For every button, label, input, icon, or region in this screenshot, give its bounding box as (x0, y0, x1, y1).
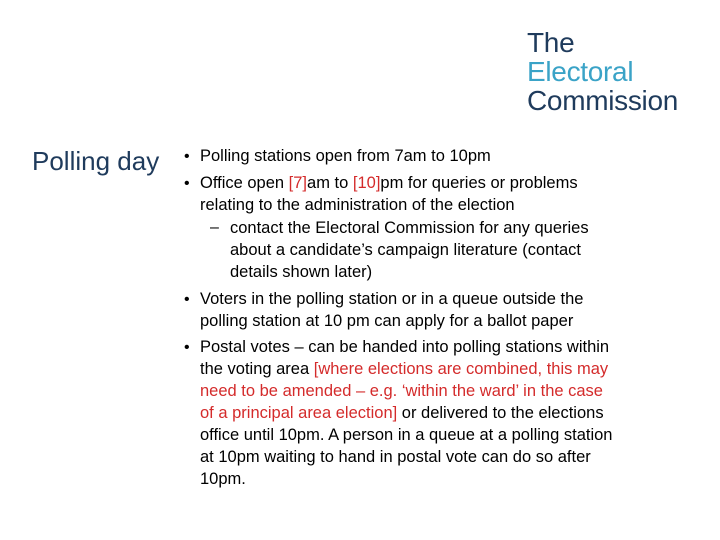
bullet-4-line-6: at 10pm waiting to hand in postal vote can do so after (200, 448, 591, 466)
bullet-4-line-2 (200, 359, 608, 379)
bullet-2-line-1 (200, 173, 578, 193)
bullet-4-line-5: office until 10pm. A person in a queue at a polling station (200, 426, 613, 444)
red-placeholder-text: [7] (288, 174, 308, 192)
bullet-marker: • (184, 339, 190, 356)
text-segment: am to (307, 174, 353, 192)
sub-bullet-line-1: contact the Electoral Commission for any queries (230, 219, 589, 237)
text-segment: Office open (200, 174, 289, 192)
bullet-1-line-1: Polling stations open from 7am to 10pm (200, 147, 491, 165)
dash-marker: – (210, 219, 219, 236)
bullet-4-line-3: need to be amended – e.g. ‘within the ward’ in the case (200, 382, 603, 400)
red-note-text: [where elections are combined, this may (313, 360, 609, 378)
sub-bullet-line-3: details shown later) (230, 263, 373, 281)
logo-line-commission: Commission (527, 85, 679, 116)
red-note-text: of a principal area election] (200, 404, 398, 422)
bullet-3-line-2: polling station at 10 pm can apply for a ballot paper (200, 312, 574, 330)
text-segment: or delivered to the elections (397, 404, 604, 422)
bullet-marker: • (184, 148, 190, 165)
bullet-2-line-2: relating to the administration of the election (200, 196, 515, 214)
bullet-marker: • (184, 291, 190, 308)
logo-line-electoral: Electoral (527, 56, 634, 87)
bullet-4-line-7: 10pm. (200, 470, 246, 488)
logo-line-the: The (527, 27, 575, 58)
bullet-marker: • (184, 175, 190, 192)
slide-heading: Polling day (32, 146, 160, 176)
red-placeholder-text: [10] (352, 174, 381, 192)
text-segment: for queries or problems (403, 174, 578, 192)
text-segment: the voting area (200, 360, 314, 378)
sub-bullet-line-2: about a candidate’s campaign literature (contact (230, 241, 581, 259)
bullet-4-line-4 (200, 403, 604, 423)
text-segment: pm (380, 174, 404, 192)
bullet-4-line-1: Postal votes – can be handed into polling stations within (200, 338, 610, 356)
bullet-3-line-1: Voters in the polling station or in a queue outside the (200, 290, 584, 308)
